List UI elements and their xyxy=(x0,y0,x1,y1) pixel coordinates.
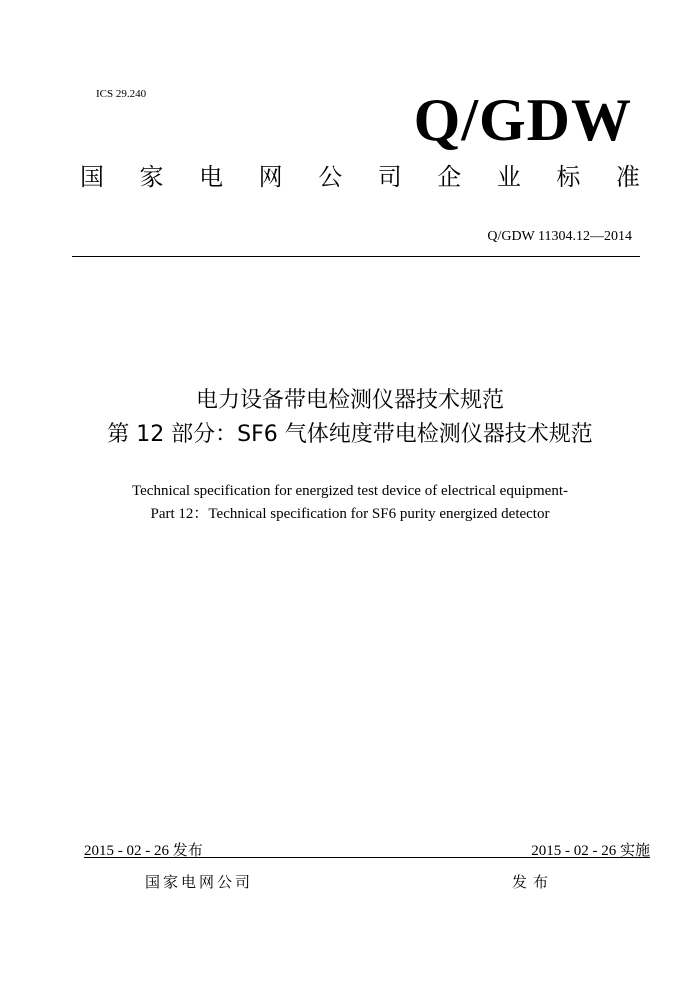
footer-divider xyxy=(84,857,650,858)
english-title-line-2: Part 12：Technical specification for SF6 purity energized detector xyxy=(150,506,550,522)
org-char: 公 xyxy=(318,163,343,191)
header-divider xyxy=(72,256,640,257)
org-char: 企 xyxy=(437,163,462,191)
org-char: 国 xyxy=(80,163,104,191)
issuing-organization: 国家电网公司 xyxy=(145,873,254,891)
ics-code: ICS 29.240 xyxy=(96,88,147,100)
org-char: 网 xyxy=(258,163,283,191)
publish-date: 2015 - 02 - 26 发布 xyxy=(84,843,203,859)
org-char: 家 xyxy=(139,163,164,191)
chinese-title xyxy=(0,384,700,452)
org-char: 司 xyxy=(377,163,402,191)
english-title xyxy=(0,480,700,526)
standard-number: Q/GDW 11304.12—2014 xyxy=(487,229,632,244)
organization-standard-title xyxy=(80,165,640,189)
org-char: 标 xyxy=(556,163,581,191)
chinese-title-line-1: 电力设备带电检测仪器技术规范 xyxy=(195,388,504,413)
standard-logo: Q/GDW xyxy=(413,87,632,153)
org-char: 准 xyxy=(615,163,640,191)
issue-label: 发布 xyxy=(512,873,555,891)
english-title-line-1: Technical specification for energized test device of electrical equipment- xyxy=(132,483,568,499)
implement-date: 2015 - 02 - 26 实施 xyxy=(531,843,650,859)
chinese-title-line-2: 第 12 部分：SF6 气体纯度带电检测仪器技术规范 xyxy=(107,422,593,447)
org-char: 业 xyxy=(496,163,521,191)
org-char: 电 xyxy=(199,163,224,191)
